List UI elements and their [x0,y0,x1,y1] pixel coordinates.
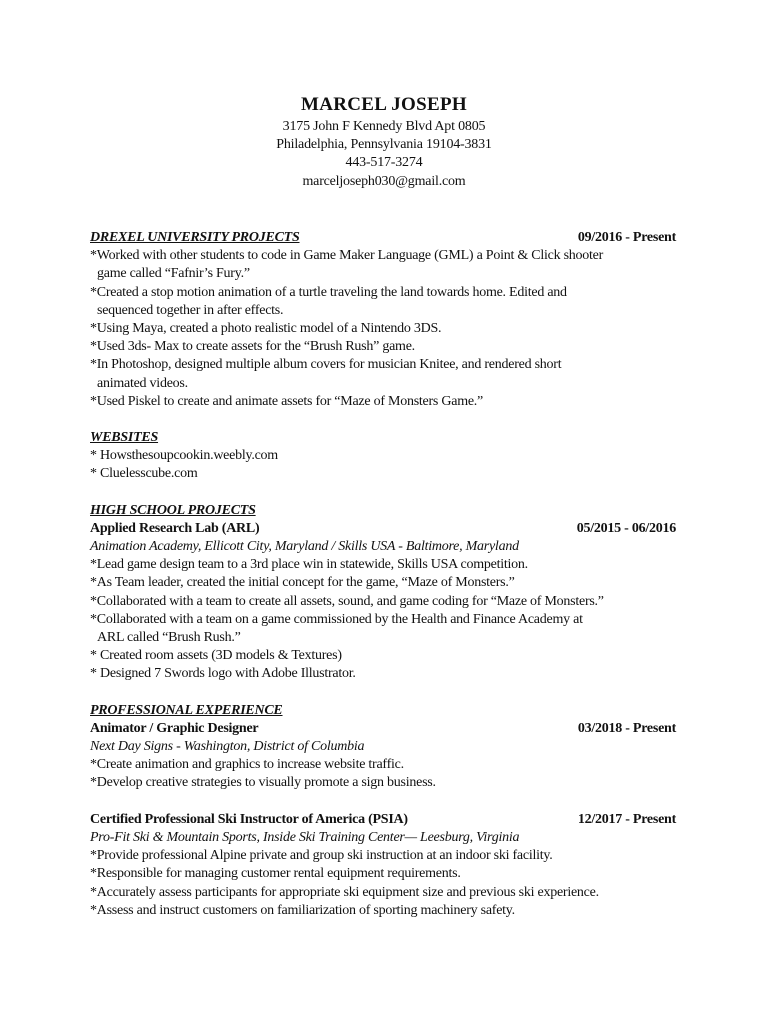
high-school-role: Applied Research Lab (ARL) [90,520,260,536]
high-school-line: * Designed 7 Swords logo with Adobe Illustrator. [90,666,356,682]
high-school-line: *As Team leader, created the initial concept for the game, “Maze of Monsters.” [90,575,515,591]
websites-section-header [90,429,680,447]
job-line: *Accurately assess participants for appropriate ski equipment size and previous ski experience. [90,884,599,900]
high-school-line: *Collaborated with a team on a game commissioned by the Health and Finance Academy at [90,611,583,627]
email-address: marceljoseph030@gmail.com [302,173,466,189]
professional-section-title: PROFESSIONAL EXPERIENCE [90,702,283,718]
job-role-row [90,720,680,738]
job-org: Next Day Signs - Washington, District of Columbia [90,739,365,755]
website-item[interactable]: * Cluelesscube.com [90,466,198,482]
drexel-line: game called “Fafnir’s Fury.” [97,266,250,282]
spacer [90,484,680,502]
resume-body [90,229,680,920]
job-role: Certified Professional Ski Instructor of America (PSIA) [90,811,408,827]
address-line-2: Philadelphia, Pennsylvania 19104-3831 [276,137,492,153]
drexel-date: 09/2016 - Present [577,230,676,245]
high-school-date: 05/2015 - 06/2016 [576,520,676,536]
drexel-line: *Using Maya, created a photo realistic model of a Nintendo 3DS. [90,321,442,337]
websites-section-title: WEBSITES [90,430,159,446]
high-school-role-row [90,520,680,538]
drexel-line: sequenced together in after effects. [97,302,284,318]
spacer [90,793,680,811]
drexel-line: animated videos. [97,375,188,391]
resume-header [0,92,768,191]
candidate-name: MARCEL JOSEPH [301,94,467,115]
job-line: *Provide professional Alpine private and group ski instruction at an indoor ski facility. [90,848,553,864]
website-item[interactable]: * Howsthesoupcookin.weebly.com [90,448,278,464]
high-school-section-header [90,502,680,520]
high-school-org: Animation Academy, Ellicott City, Maryland / Skills USA - Baltimore, Maryland [90,539,519,555]
high-school-line: * Created room assets (3D models & Textures) [90,648,342,664]
drexel-line: *Used 3ds- Max to create assets for the “Brush Rush” game. [90,339,415,355]
drexel-line: *Used Piskel to create and animate assets for “Maze of Monsters Game.” [90,393,484,409]
high-school-section-title: HIGH SCHOOL PROJECTS [90,502,256,518]
job-org: Pro-Fit Ski & Mountain Sports, Inside Ski Training Center— Leesburg, Virginia [90,829,520,845]
address-line-1: 3175 John F Kennedy Blvd Apt 0805 [282,119,486,134]
phone-number: 443-517-3274 [345,155,423,171]
job-date: 12/2017 - Present [577,811,676,827]
job-line: *Create animation and graphics to increase website traffic. [90,757,404,773]
high-school-line: *Lead game design team to a 3rd place win in statewide, Skills USA competition. [90,557,528,573]
job-line: *Responsible for managing customer rental equipment requirements. [90,866,461,882]
job-role: Animator / Graphic Designer [90,720,259,736]
drexel-section-header [90,229,680,247]
job-line: *Develop creative strategies to visually promote a sign business. [90,775,436,791]
job-line: *Assess and instruct customers on familiarization of sporting machinery safety. [90,902,515,918]
drexel-line: *Worked with other students to code in Game Maker Language (GML) a Point & Click shooter [90,248,604,264]
professional-section-header [90,702,680,720]
drexel-line: *In Photoshop, designed multiple album covers for musician Knitee, and rendered short [90,357,562,373]
high-school-line: *Collaborated with a team to create all assets, sound, and game coding for “Maze of Monsters.” [90,593,604,609]
drexel-section-title: DREXEL UNIVERSITY PROJECTS [90,230,300,245]
job-date: 03/2018 - Present [577,720,676,736]
spacer [90,411,680,429]
job-role-row [90,811,680,829]
drexel-line: *Created a stop motion animation of a turtle traveling the land towards home. Edited and [90,284,567,300]
high-school-line: ARL called “Brush Rush.” [97,630,241,646]
spacer [90,684,680,702]
